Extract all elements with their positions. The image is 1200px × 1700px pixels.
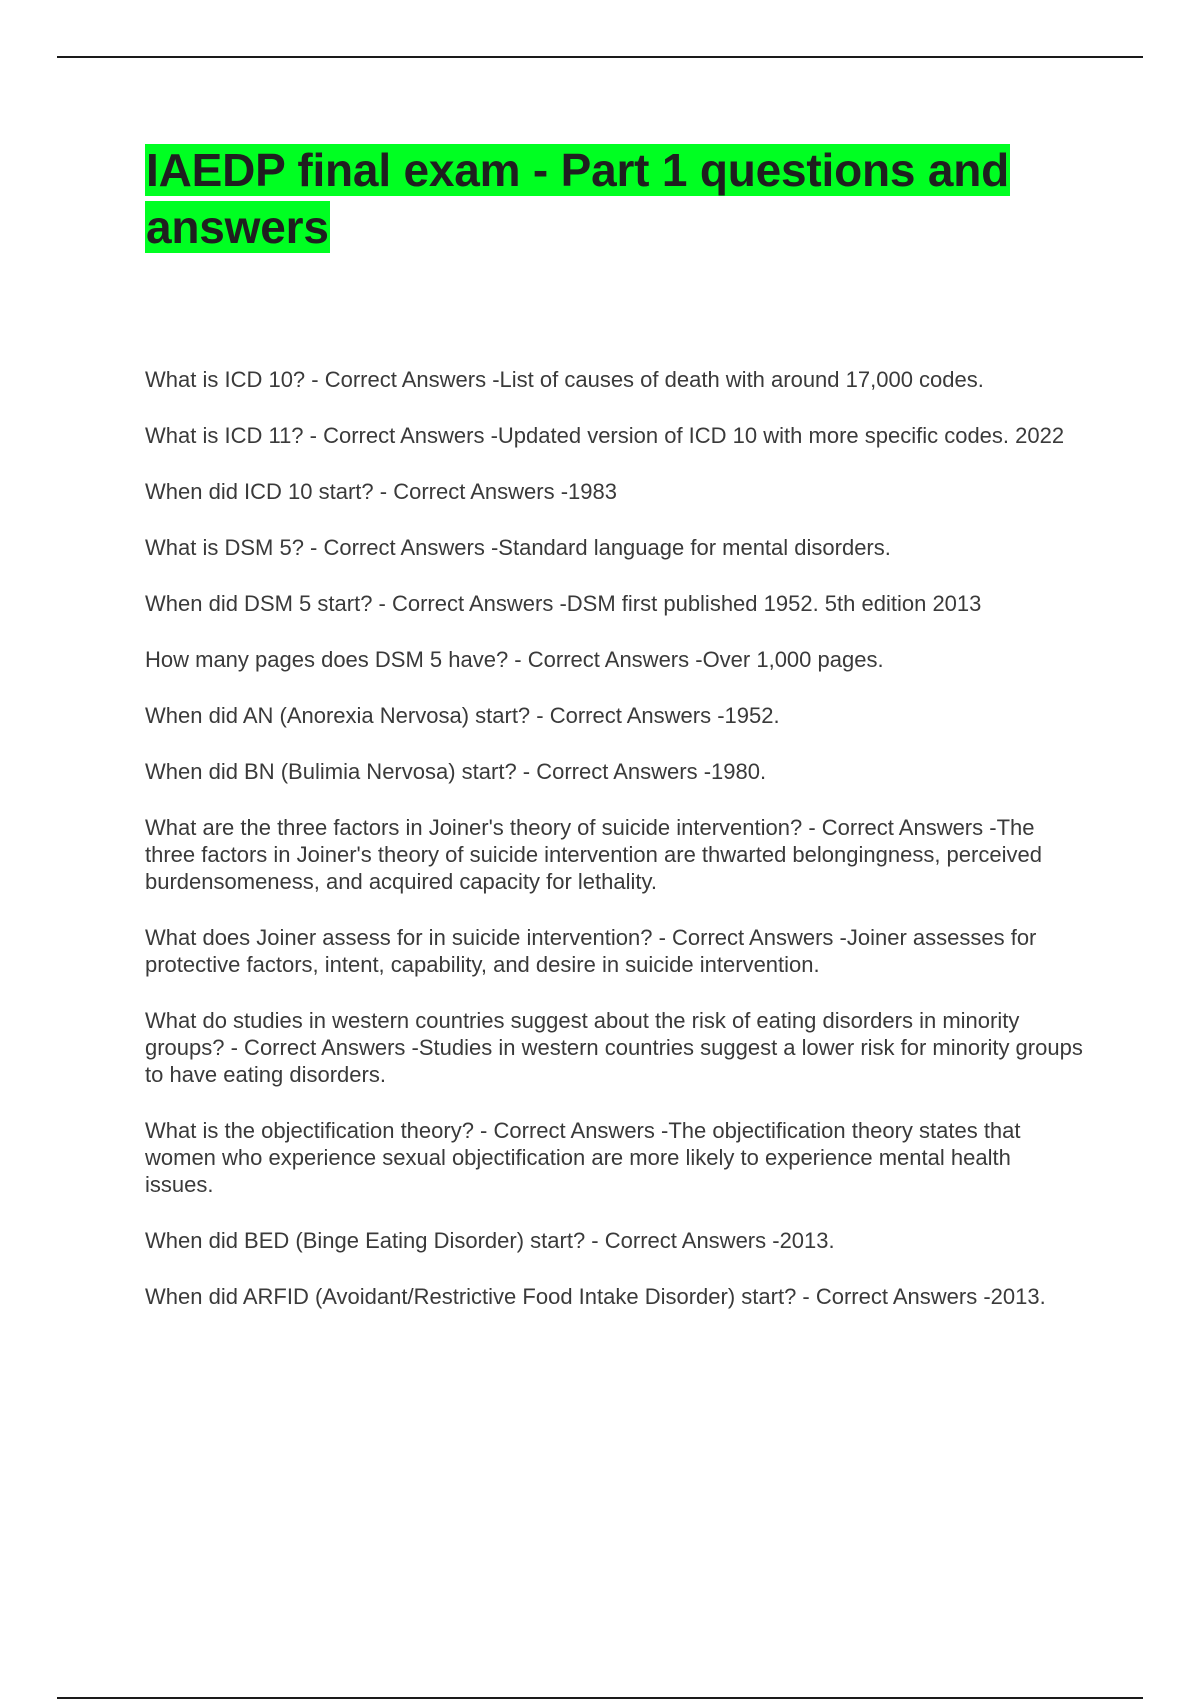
document-title [145,142,1085,256]
top-divider [57,56,1143,58]
qa-item: When did ARFID (Avoidant/Restrictive Food Intake Disorder) start? - Correct Answers -2013. [145,1284,1046,1309]
qa-item: When did BED (Binge Eating Disorder) start? - Correct Answers -2013. [145,1228,835,1253]
qa-item: What is ICD 10? - Correct Answers -List of causes of death with around 17,000 codes. [145,367,984,392]
qa-item: When did BN (Bulimia Nervosa) start? - Correct Answers -1980. [145,759,767,784]
qa-item: What are the three factors in Joiner's theory of suicide intervention? - Correct Answers -The three factors in Joiner's theory of suicide intervention are thwarted belongingness, perceived burdensomeness, and acquired capacity for lethality. [145,815,1042,894]
qa-item: How many pages does DSM 5 have? - Correct Answers -Over 1,000 pages. [145,647,884,672]
qa-item: What is DSM 5? - Correct Answers -Standard language for mental disorders. [145,535,891,560]
document-body [145,142,1085,1339]
qa-list [145,366,1085,1310]
qa-item: What is the objectification theory? - Correct Answers -The objectification theory states that women who experience sexual objectification are more likely to experience mental health issues. [145,1118,1021,1197]
bottom-divider [57,1697,1143,1699]
title-highlight: IAEDP final exam - Part 1 questions and answers [146,144,1010,253]
qa-item: What does Joiner assess for in suicide intervention? - Correct Answers -Joiner assesses for protective factors, intent, capability, and desire in suicide intervention. [145,925,1037,977]
qa-item: When did AN (Anorexia Nervosa) start? - Correct Answers -1952. [145,703,780,728]
qa-item: When did DSM 5 start? - Correct Answers -DSM first published 1952. 5th edition 2013 [145,591,982,616]
qa-item: When did ICD 10 start? - Correct Answers -1983 [145,479,617,504]
qa-item: What do studies in western countries suggest about the risk of eating disorders in minority groups? - Correct Answers -Studies in western countries suggest a lower risk for minority groups to have eating disorders. [145,1008,1083,1087]
qa-item: What is ICD 11? - Correct Answers -Updated version of ICD 10 with more specific codes. 2022 [145,423,1065,448]
